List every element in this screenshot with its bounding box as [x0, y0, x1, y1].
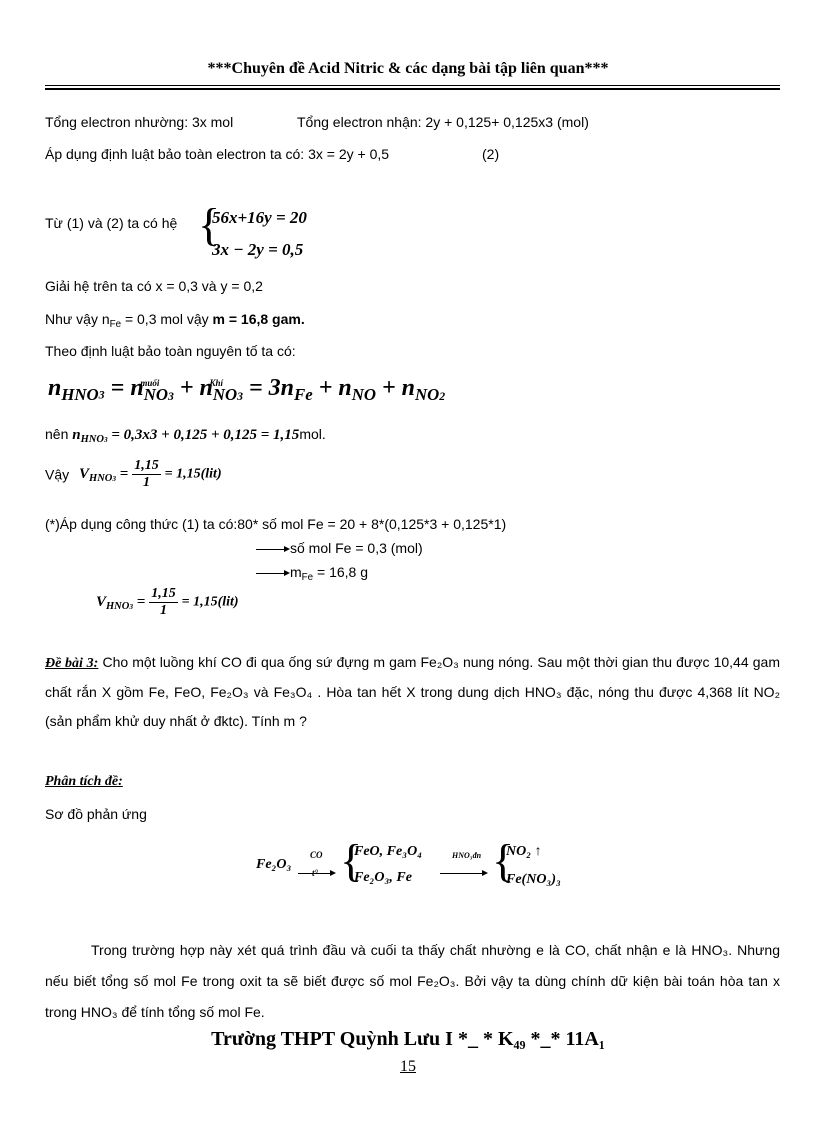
problem-3-text: Cho một luồng khí CO đi qua ống sứ đựng m gam Fe₂O₃ nung nóng. Sau một thời gian thu được 10,44 gam chất rắn X gồm Fe, FeO, Fe₂O₃ và Fe₃O₄ . Hòa tan hết X trong dung dịch HNO₃ đặc, nóng thu được 4,368 lít NO₂ (sản phẩm khử duy nhất ở đktc). Tính m ? [45, 654, 780, 729]
page-header: ***Chuyên đề Acid Nitric & các dạng bài tập liên quan*** [207, 60, 609, 77]
right-arrow-icon [256, 573, 288, 574]
electron-donated: Tổng electron nhường: 3x mol [45, 114, 234, 130]
scheme-arrow-1 [298, 864, 336, 880]
volume-line-1: Vậy $V_{HNO3}$ = $\frac{1,15}{1}$ = 1,15(lit) [45, 458, 222, 490]
mass-result: m = 16,8 gam. [212, 311, 305, 327]
formula-method-line: (*)Áp dụng công thức (1) ta có:80* số mol Fe = 20 + 8*(0,125*3 + 0,125*1) [45, 516, 507, 532]
system-brace: { [198, 199, 221, 250]
footer-school: Trường THPT Quỳnh Lưu I *_ * K₄₉ *_* 11A₁ [211, 1028, 605, 1050]
problem-3-label: Đề bài 3: [45, 656, 99, 671]
scheme-top: FeO, Fe₃O₄ [354, 844, 423, 859]
header-rule-thin [45, 85, 780, 86]
scheme-arrow-2 [440, 864, 488, 880]
right-arrow-icon [256, 549, 288, 550]
arrow-line-2: $m_{Fe} = 16,8$ g [256, 564, 368, 580]
page-number: 15 [400, 1058, 416, 1075]
scheme-t: t° [312, 868, 319, 878]
conservation-line: Áp dụng định luật bảo toàn electron ta có: 3x = 2y + 0,5 [45, 146, 390, 162]
analysis-paragraph: Trong trường hợp này xét quá trình đầu và cuối ta thấy chất nhường e là CO, chất nhận e là HNO₃. Nhưng nếu biết tổng số mol Fe trong oxit ta sẽ biết được số mol Fe₂O₃. Bởi vậy ta dùng chính dữ kiện bài toán hòa tan x trong HNO₃ để tính tổng số mol Fe. [45, 942, 780, 1020]
scheme-hno3: HNO₃đn [452, 851, 482, 860]
scheme-brace-2: { [492, 835, 515, 886]
element-conservation-intro: Theo định luật bảo toàn nguyên tố ta có: [45, 343, 296, 359]
system-intro: Từ (1) và (2) ta có hệ [45, 215, 178, 231]
arrow-line-1: số mol Fe = 0,3 (mol) [256, 540, 423, 556]
scheme-start: Fe₂O₃ [256, 857, 292, 872]
system-eq2: 3x − 2y = 0,5 [212, 240, 304, 259]
sum-line: nên $n_{HNO3} = 0,3x3 + 0,125 + 0,125 = 1,15mol$. [45, 426, 326, 446]
right-arrow-icon [440, 873, 486, 874]
scheme-p2: Fe(NO₃)₃ [506, 872, 561, 887]
scheme-bot: Fe₂O₃, Fe [354, 870, 412, 885]
analysis-heading: Phân tích đề: [45, 774, 123, 789]
nfe-line: Như vậy $n_{Fe} = 0,3$ mol vậy m = 16,8 gam. [45, 311, 305, 330]
scheme-label: Sơ đồ phản ứng [45, 806, 147, 822]
volume-line-2: $V_{HNO3}$ = $\frac{1,15}{1}$ = 1,15(lit) [96, 586, 239, 618]
equation-tag-2: (2) [482, 146, 500, 162]
solution-line: Giải hệ trên ta có x = 0,3 và y = 0,2 [45, 278, 263, 294]
right-arrow-icon [298, 873, 334, 874]
electron-received: Tổng electron nhận: 2y + 0,125+ 0,125x3 (mol) [297, 114, 589, 130]
scheme-brace-1: { [340, 835, 363, 886]
system-eq1: 56x+16y = 20 [212, 208, 307, 227]
conservation-formula: $n_{HNO3} = n$ muối $_{NO3}$ + n Khí $_{NO3} = 3n_{Fe} + n_{NO} + n_{NO2}$ [48, 375, 446, 405]
header-rule-thick [45, 88, 780, 90]
problem-3 [45, 648, 780, 736]
scheme-p1: NO₂ ↑ [506, 844, 542, 859]
scheme-co: CO [310, 850, 323, 860]
